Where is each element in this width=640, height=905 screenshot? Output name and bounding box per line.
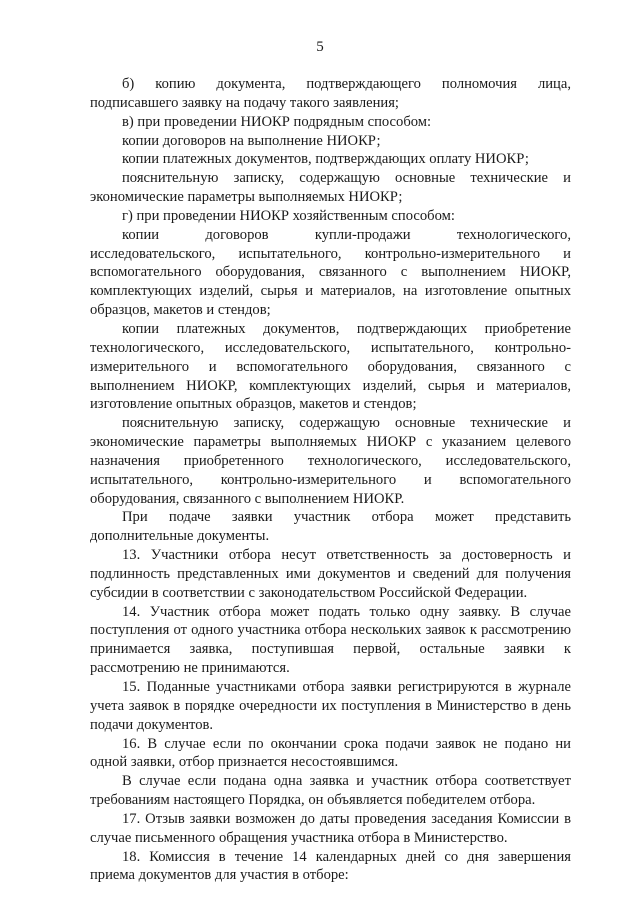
paragraph-15-registration: 15. Поданные участниками отбора заявки регистрируются в журнале учета заявок в порядке очередности их поступления в Министерство в день подачи документов. [90, 679, 571, 733]
paragraph-17-withdrawal: 17. Отзыв заявки возможен до даты проведения заседания Комиссии в случае письменного обращения участника отбора в Министерство. [90, 810, 571, 846]
paragraph-payment-copies: копии платежных документов, подтверждающих оплату НИОКР; [122, 151, 529, 168]
paragraph-purchase-payments: копии платежных документов, подтверждающих приобретение технологического, исследовательского, испытательного, контрольно-измерительного и вспомогательного оборудования, связанного с выполнением НИОКР, комплектующих изделий, сырья и материалов, изготовление опытных образцов, макетов и стендов; [90, 320, 571, 413]
paragraph-14-single-application: 14. Участник отбора может подать только одну заявку. В случае поступления от одного участника отбора нескольких заявок к рассмотрению принимается заявка, поступившая первой, остальные заявки к рассмотрению не принимаются. [90, 603, 571, 677]
paragraph-v-contract-method: в) при проведении НИОКР подрядным способом: [122, 113, 432, 130]
paragraph-b-authority-copy: б) копию документа, подтверждающего полномочия лица, подписавшего заявку на подачу такого заявления; [90, 76, 571, 111]
paragraph-additional-documents: При подаче заявки участник отбора может представить дополнительные документы. [90, 509, 571, 545]
paragraph-13-responsibility: 13. Участники отбора несут ответственность за достоверность и подлинность представленных ими документов и сведений для получения субсидии в соответствии с законодательством Российской Федерации. [90, 547, 571, 601]
paragraph-16-single-winner: В случае если подана одна заявка и участник отбора соответствует требованиям настоящего Порядка, он объявляется победителем отбора. [90, 773, 571, 809]
paragraph-18-commission: 18. Комиссия в течение 14 календарных дней со дня завершения приема документов для участия в отборе: [90, 848, 571, 884]
paragraph-contract-copies: копии договоров на выполнение НИОКР; [122, 132, 381, 149]
paragraph-16-no-applications: 16. В случае если по окончании срока подачи заявок не подано ни одной заявки, отбор признается несостоявшимся. [90, 735, 571, 771]
page-number: 5 [316, 39, 324, 55]
paragraph-g-economic-method: г) при проведении НИОКР хозяйственным способом: [122, 207, 455, 224]
paragraph-explanatory-note-purpose: пояснительную записку, содержащую основные технические и экономические параметры выполняемых НИОКР с указанием целевого назначения приобретенного технологического, исследовательского, испытательного, контрольно-измерительного и вспомогательного оборудования, связанного с выполнением НИОКР. [90, 415, 571, 507]
paragraph-explanatory-note: пояснительную записку, содержащую основные технические и экономические параметры выполняемых НИОКР; [90, 170, 571, 206]
paragraph-purchase-contracts: копии договоров купли-продажи технологического, исследовательского, испытательного, контрольно-измерительного и вспомогательного оборудования, связанного с выполнением НИОКР, комплектующих изделий, сырья и материалов, на изготовление опытных образцов, макетов и стендов; [90, 226, 571, 319]
document-body [90, 75, 571, 885]
